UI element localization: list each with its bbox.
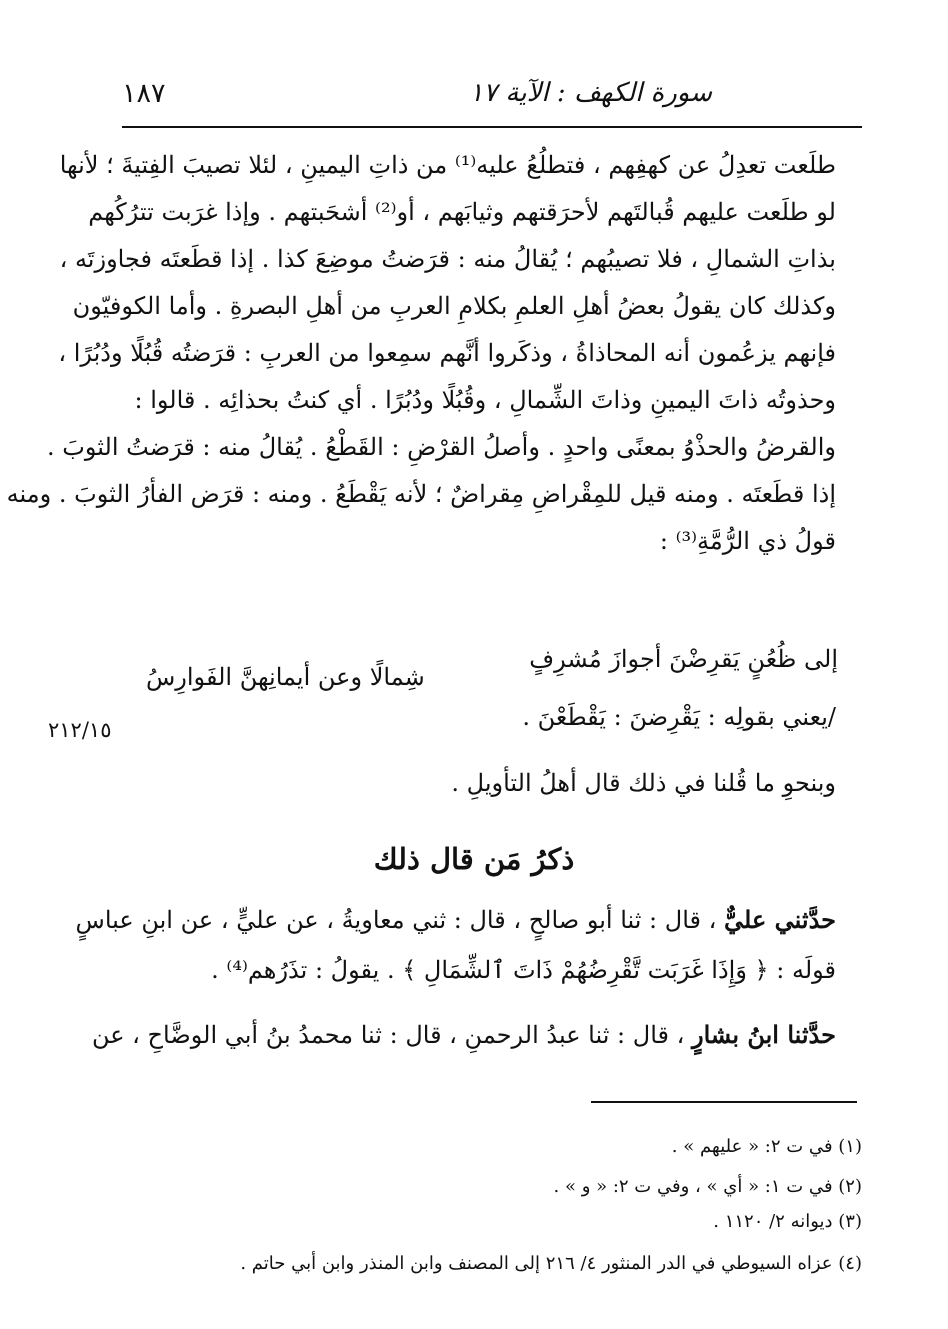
body-line: بذاتِ الشمالِ ، فلا تصيبُهم ؛ يُقالُ منه : قرَضتُ موضِعَ كذا . إذا قطَعتَه فجاوزتَه ، — [59, 245, 836, 273]
header-rule — [122, 126, 862, 128]
body-line: فإنهم يزعُمون أنه المحاذاةُ ، وذكَروا أنَّهم سمِعوا من العربِ : قرَضتُه قُبُلًا ودُبُرًا ، — [58, 339, 836, 367]
running-header — [122, 76, 862, 116]
margin-reference: ٢١٢/١٥ — [48, 718, 112, 742]
body-line: والقرضُ والحذْوُ بمعنًى واحدٍ . وأصلُ القرْضِ : القَطْعُ . يُقالُ منه : قرَضتُ الثوبَ . — [47, 433, 836, 461]
body-line: إذا قطَعتَه . ومنه قيل للمِقْراضِ مِقراضٌ ؛ لأنه يَقْطَعُ . ومنه : قرَض الفأرُ الثوبَ . ومنه — [6, 480, 836, 508]
verse-left-hemistich: شِمالًا وعن أيمانِهنَّ الفَوارِسُ — [146, 663, 425, 691]
narration-text: ، قال : ثنا عبدُ الرحمنِ ، قال : ثنا محمدُ بنُ أبي الوضَّاحِ ، عن — [91, 1021, 685, 1049]
narration-line — [211, 955, 836, 985]
verse-right-hemistich: إلى ظُعُنٍ يَقرِضْنَ أجوازَ مُشرِفٍ — [529, 645, 838, 673]
narrator-lead: حدَّثني عليٌّ — [724, 905, 836, 934]
narration-line — [76, 905, 836, 935]
narration-text: قولَه : ﴿ وَإِذَا غَرَبَت تَّقْرِضُهُمْ ذَاتَ ٱلشِّمَالِ ﴾ . يقولُ : تذَرُهم⁽⁴⁾ . — [211, 956, 836, 984]
page-number: ١٨٧ — [122, 78, 166, 109]
footnote-rule — [591, 1101, 857, 1103]
footnote: (٣) ديوانه ٢/ ١١٢٠ . — [713, 1211, 862, 1232]
body-line: وكذلك كان يقولُ بعضُ أهلِ العلمِ بكلامِ العربِ من أهلِ البصرةِ . وأما الكوفيّون — [72, 292, 836, 320]
footnote: (٢) في ت ١: « أي » ، وفي ت ٢: « و » . — [553, 1176, 862, 1197]
body-line: لو طلَعت عليهم قُبالتَهم لأحرَقتهم وثيابَهم ، أو⁽²⁾ أشحَبتهم . وإذا غرَبت تترُكُهم — [88, 198, 836, 226]
narration-line — [92, 1020, 836, 1050]
explanation-line: وبنحوِ ما قُلنا في ذلك قال أهلُ التأويلِ . — [451, 769, 836, 797]
footnote: (١) في ت ٢: « عليهم » . — [671, 1136, 862, 1157]
body-line: قولُ ذي الرُّمَّةِ⁽³⁾ : — [659, 527, 836, 555]
explanation-line: /يعني بقولِه : يَقْرِضنَ : يَقْطَعْنَ . — [522, 703, 836, 731]
header-title: سورة الكهف : الآية ١٧ — [469, 78, 712, 108]
footnote: (٤) عزاه السيوطي في الدر المنثور ٤/ ٢١٦ إلى المصنف وابن المنذر وابن أبي حاتم . — [240, 1253, 862, 1274]
narrator-lead: حدَّثنا ابنُ بشارٍ — [692, 1020, 836, 1049]
section-heading: ذكرُ مَن قال ذلك — [373, 842, 575, 876]
body-line: طلَعت تعدِلُ عن كهفِهم ، فتطلُعُ عليه⁽¹⁾ من ذاتِ اليمينِ ، لئلا تصيبَ الفِتيةَ ؛ لأنها — [59, 151, 836, 179]
body-line: وحذوتُه ذاتَ اليمينِ وذاتَ الشِّمالِ ، وقُبُلًا ودُبُرًا . أي كنتُ بحذائِه . قالوا : — [134, 386, 836, 414]
narration-text: ، قال : ثنا أبو صالحٍ ، قال : ثني معاويةُ ، عن عليٍّ ، عن ابنِ عباسٍ — [75, 906, 717, 934]
